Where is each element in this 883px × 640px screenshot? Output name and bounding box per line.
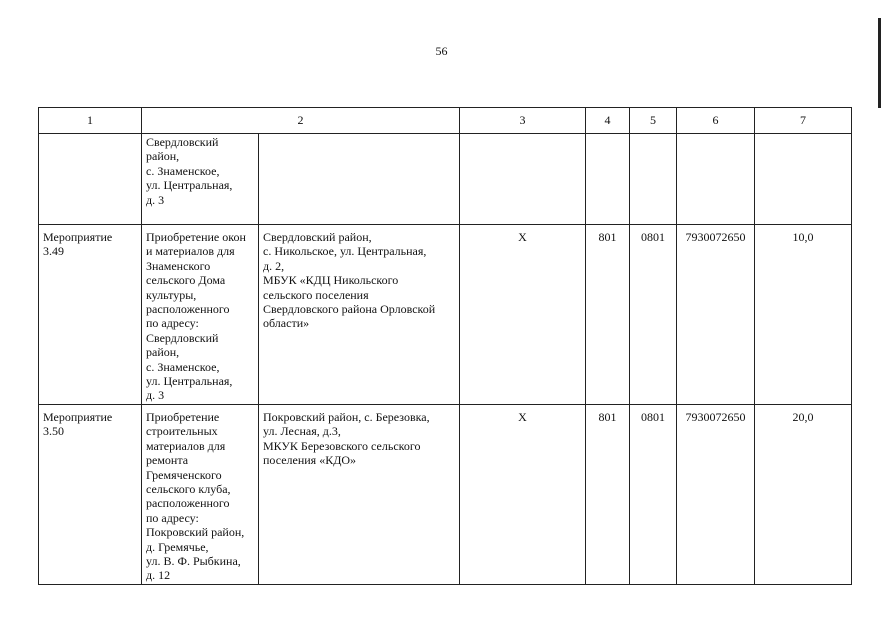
cell-col-6: 7930072650 <box>677 404 755 584</box>
cell-event-name: Мероприятие 3.49 <box>39 225 142 405</box>
cell-empty <box>755 134 852 225</box>
header-col-4: 4 <box>586 108 630 134</box>
cell-col-7: 20,0 <box>755 404 852 584</box>
header-col-3: 3 <box>460 108 586 134</box>
table-header-row <box>39 108 852 134</box>
scan-edge-mark <box>878 18 881 108</box>
cell-empty <box>677 134 755 225</box>
cell-continued-location: Свердловский район, с. Знаменское, ул. Центральная, д. 3 <box>142 134 259 225</box>
header-col-6: 6 <box>677 108 755 134</box>
cell-event-description: Приобретение окон и материалов для Знаменского сельского Дома культуры, расположенного по адресу: Свердловский район, с. Знаменское, ул. Центральная, д. 3 <box>142 225 259 405</box>
table-row-continuation <box>39 134 852 225</box>
cell-col-7: 10,0 <box>755 225 852 405</box>
cell-event-description: Приобретение строительных материалов для ремонта Гремяченского сельского клуба, расположенного по адресу: Покровский район, д. Гремячье, ул. В. Ф. Рыбкина, д. 12 <box>142 404 259 584</box>
cell-col-4: 801 <box>586 225 630 405</box>
cell-recipient: Покровский район, с. Березовка, ул. Лесная, д.3, МКУК Березовского сельского поселения «КДО» <box>259 404 460 584</box>
header-col-1: 1 <box>39 108 142 134</box>
cell-col-5: 0801 <box>630 225 677 405</box>
cell-col-6: 7930072650 <box>677 225 755 405</box>
cell-recipient: Свердловский район, с. Никольское, ул. Центральная, д. 2, МБУК «КДЦ Никольского сельского поселения Свердловского района Орловской области» <box>259 225 460 405</box>
table-row <box>39 225 852 405</box>
cell-event-name: Мероприятие 3.50 <box>39 404 142 584</box>
cell-empty <box>460 134 586 225</box>
cell-col-4: 801 <box>586 404 630 584</box>
header-col-2: 2 <box>142 108 460 134</box>
cell-empty <box>39 134 142 225</box>
cell-empty <box>630 134 677 225</box>
cell-col-3: X <box>460 404 586 584</box>
cell-empty <box>586 134 630 225</box>
cell-col-3: X <box>460 225 586 405</box>
page-number: 56 <box>435 44 448 58</box>
budget-table <box>38 107 852 585</box>
header-col-7: 7 <box>755 108 852 134</box>
cell-col-5: 0801 <box>630 404 677 584</box>
table-row <box>39 404 852 584</box>
header-col-5: 5 <box>630 108 677 134</box>
cell-empty <box>259 134 460 225</box>
